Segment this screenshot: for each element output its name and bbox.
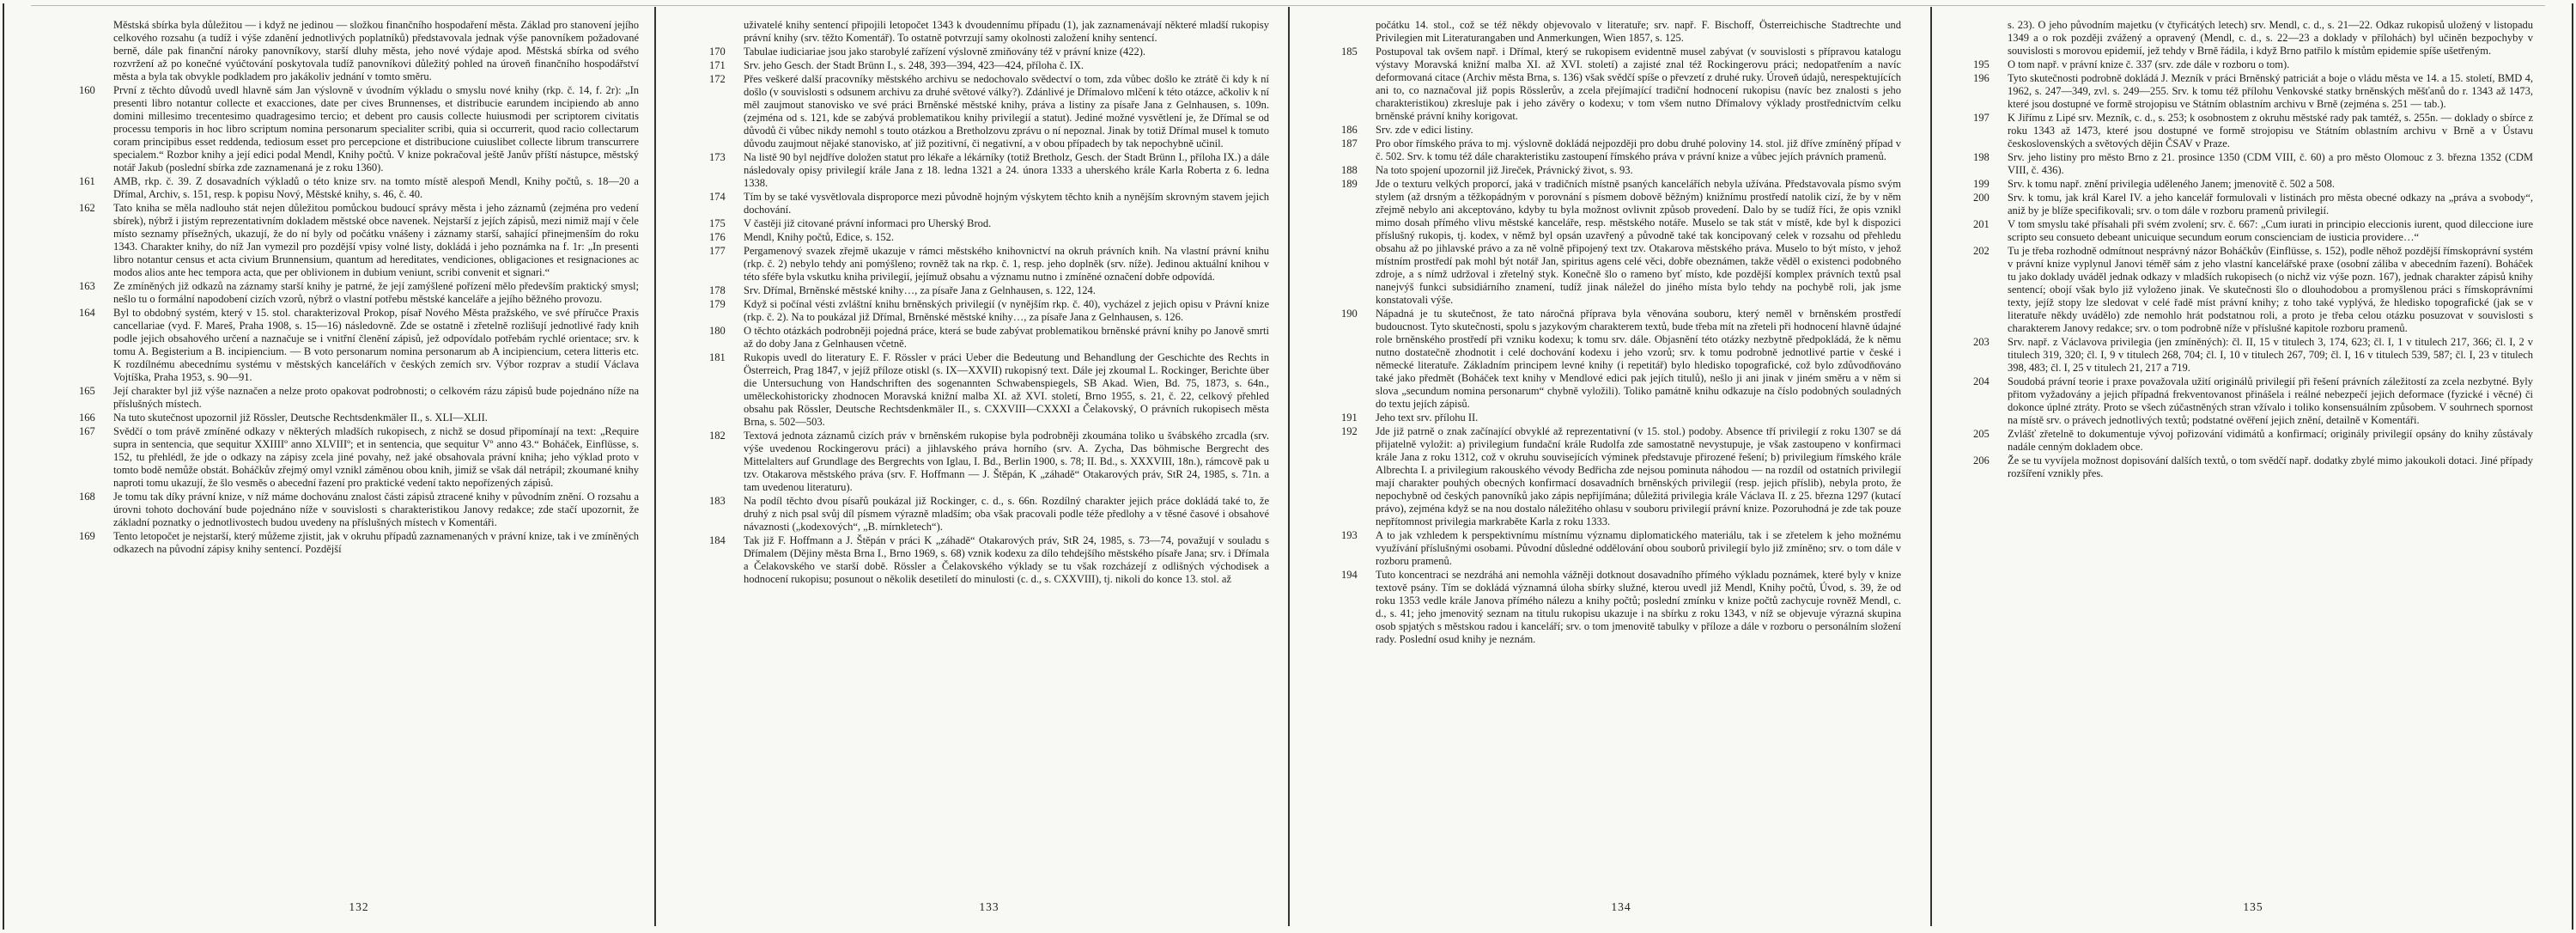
footnote-number: 168 (79, 491, 95, 503)
footnote-text: Na listě 90 byl nejdříve doložen statut pro lékaře a lékárníky (totiž Bretholz, Gesch. der Stadt Brünn I., příloha IX.) a dále následovaly opisy privilegií krále Jana z 18. ledna 1321 a 24. února 1333 a uherského krále Karla Roberta z 6. ledna 1338. (744, 151, 1269, 189)
footnote-text: Pro obor římského práva to mj. výslovně dokládá nejpozději pro dobu druhé poloviny 14. stol. již dříve zmíněný případ v č. 502. Srv. k tomu též dále charakteristiku zastoupení římského práva v právní knize a vůbec jejích právních pramenů. (1376, 137, 1901, 162)
footnote-text: Textová jednota záznamů cizích práv v brněnském rukopise byla podrobněji zkoumána toliko u švábského zrcadla (srv. výše uvedenou Rockingerovu práci) a jihlavského práva horního (srv. A. Zycha, Das böhmische Bergrecht des Mittelalters auf Grundlage des Bergrechts von Iglau, I. Bd., Berlin 1900, s. 78; II. Bd., s. XXXVIII, 18n.), rámcově pak u tzv. Otakarova městského práva (srv. F. Hoffmann — J. Štěpán, K „záhadě“ Otakarových práv, StR 24, 1985, s. 71n. a tam uvedenou literaturu). (744, 430, 1269, 493)
footnote-number: 194 (1341, 569, 1358, 581)
footnote-text: Na tuto skutečnost upozornil již Rössler, Deutsche Rechtsdenkmäler II., s. XLI—XLII. (113, 412, 488, 424)
footnote-text: Srv. např. z Václavova privilegia (jen zmíněných): čl. II, 15 v titulech 3, 174, 623; čl. I, 1 v titulech 217, 366; čl. I, 2 v titulech 319, 320; čl. I, 9 v titulech 268, 704; čl. I, 10 v titulech 267, 709; čl. I, 16 v titulech 539, 587; čl. I, 23 v titulech 398, 483; čl. I, 25 v titulech 21, 217 a 719. (2008, 336, 2533, 374)
footnote-number: 175 (709, 217, 726, 229)
footnote-number: 177 (709, 245, 726, 257)
footnote (1973, 192, 2533, 217)
footnote-text: Srv. jeho listiny pro město Brno z 21. prosince 1350 (CDM VIII, č. 60) a pro město Olomouc z 3. března 1352 (CDM VIII, č. 436). (2008, 151, 2533, 176)
footnote-number: 186 (1341, 124, 1358, 136)
continuation-text: počátku 14. stol., což se též někdy objevovalo v literatuře; srv. např. F. Bischoff, Österreichische Stadtrechte und Privilegien mit Literaturangaben und Anmerkungen, Wien 1857, s. 125. (1376, 19, 1901, 44)
footnote (709, 231, 1269, 244)
footnote (1973, 218, 2533, 244)
page-gutter-line (1930, 7, 1932, 926)
footnote-text: Svědčí o tom právě zmíněné odkazy v některých mladších rukopisech, z nichž se dosud připomínají na text: „Require supra in sentencia, que sequitur XXIIIIº anno XLVIIIº; et in sentencia, que sequitur Vº anno 43.“ Boháček, Einflüsse, s. 152, tu přehlédl, že jde o odkazy na zápisy zcela jiné povahy, než jaké obsahovala právní kniha; jeho výklad proto v tomto bodě nemůže obstát. Boháčkův zřejmý omyl vznikl záměnou obou knih, jimiž se však dál netrápil; zkoumané knihy naproti tomu ukazují, že šlo vesměs o abecední řazení pro praktické vedení takto nepořízených zápisů. (113, 425, 639, 489)
footnote (79, 385, 639, 411)
footnote-number: 184 (709, 534, 726, 546)
footnote-number: 179 (709, 298, 726, 310)
footnote (709, 73, 1269, 150)
footnote-number: 187 (1341, 137, 1358, 149)
footnote-text: Srv. zde v edici listiny. (1376, 124, 1473, 136)
footnote-text: Ze zmíněných již odkazů na záznamy starší knihy je patrné, že její zamýšlené pořízení mělo především praktický smysl; nešlo tu o formální napodobení cizích vzorů, nýbrž o vlastní potřebu městské kanceláře a jejího běžného provozu. (113, 280, 639, 305)
footnote-text: Mendl, Knihy počtů, Edice, s. 152. (744, 231, 894, 243)
footnote (79, 412, 639, 424)
footnote-number: 201 (1973, 218, 1990, 230)
footnote (709, 151, 1269, 190)
footnote-number: 170 (709, 46, 726, 58)
page-number: 133 (979, 900, 999, 913)
footnote (79, 425, 639, 490)
page-number: 132 (349, 900, 369, 913)
page-body (709, 19, 1269, 869)
footnote (79, 84, 639, 174)
footnote-number: 182 (709, 430, 726, 442)
footnote-text: Tento letopočet je nejstarší, který můžeme zjistit, jak v okruhu případů zaznamenaných v právní knize, tak i ve zmíněných odkazech na původní zápisy knihy sentencí. Pozdější (113, 530, 639, 555)
footnote (1973, 428, 2533, 454)
footnote-number: 185 (1341, 46, 1358, 58)
footnote (1341, 137, 1901, 163)
footnote (709, 245, 1269, 284)
footnote-text: Tak již F. Hoffmann a J. Štěpán v práci K „záhadě“ Otakarových práv, StR 24, 1985, s. 73—74, považují v souladu s Dřímalem (Dějiny města Brna I., Brno 1969, s. 68) vznik kodexu za dílo tehdejšího městského písaře Jana; srv. i Dřímala a Čelakovského ve starší době. Rössler a Čelakovského výklady se tu však rozcházejí z odlišných východisek a hodnocení rukopisu; posunout o několik desetiletí do minulosti (c. d., s. CXXVIII), tj. nikoli do konce 13. stol. až (744, 534, 1269, 585)
footnote-number: 183 (709, 495, 726, 507)
footnote-number: 189 (1341, 178, 1358, 190)
footnote (1973, 178, 2533, 191)
footnote-text: Tato kniha se měla nadlouho stát nejen důležitou pomůckou budoucí správy města i jeho záznamů (zejména pro vedení sbírek), nýbrž i jistým reprezentativním dokladem městské obce navenek. Nejstarší z jejích zápisů, mezi nimiž mají v čele místo seznamy přísežných, ukazují, že do ní byly od počátku vnášeny i záznamy starší, sahající přinejmenším do roku 1343. Charakter knihy, do níž Jan vymezil pro pozdější vpisy volné listy, dokládá i jeho poznámka na f. 1r: „In presenti libro notantur census et acta civium Brunnensium, quantum ad hereditates, vendiciones, obligaciones et resignaciones ac modos alios ante hec tempora acta, que per oblivionem in dubium veniunt, scribi convenit et signari.“ (113, 202, 639, 278)
footnote-text: K Jiřímu z Lipé srv. Mezník, c. d., s. 253; k osobnostem z okruhu městské rady pak tamtéž, s. 255n. — doklady o sbírce z roku 1343 až 1473, které jsou dostupné ve formě strojopisu ve Státním oblastním archivu v Brně a v Ústavu československých a světových dějin ČSAV v Praze. (2008, 112, 2533, 149)
footnote (1341, 124, 1901, 137)
footnote-number: 203 (1973, 336, 1990, 348)
footnote-text: Když si počínal vésti zvláštní knihu brněnských privilegií (v nynějším rkp. č. 40), vycházel z jejich opisu v Právní knize (rkp. č. 2). Na to poukázal již Dřímal, Brněnské městské knihy…, za písaře Jana z Gelnhausen, s. 126. (744, 298, 1269, 323)
footnote-number: 188 (1341, 164, 1358, 176)
footnote-text: AMB, rkp. č. 39. Z dosavadních výkladů o této knize srv. na tomto místě alespoň Mendl, Knihy počtů, s. 18—20 a Dřímal, Archiv, s. 151, resp. k popisu Nový, Městské knihy, s. 46, č. 40. (113, 175, 639, 200)
footnote-number: 192 (1341, 425, 1358, 437)
footnote (1973, 58, 2533, 71)
footnote-number: 191 (1341, 412, 1358, 424)
footnote-text: Na podíl těchto dvou písařů poukázal již Rockinger, c. d., s. 66n. Rozdílný charakter jejich práce dokládá také to, že druhý z nich psal svůj díl písmem výrazně mladším; oba však pracovali podle téže předlohy a v těsné časové i obsahové návaznosti („kodexových“, „B. mírnkletech“). (744, 495, 1269, 533)
scan-right-edge-line (2572, 3, 2573, 930)
footnote-text: V tom smyslu také přísahali při svém zvolení; srv. č. 667: „Cum iurati in principio eleccionis iurent, quod dileccione iure scripto seu consueto debeant unicuique secundum eorum conscienciam de iusticia providere…“ (2008, 218, 2533, 243)
footnote-number: 204 (1973, 375, 1990, 387)
footnote-text: Srv. jeho Gesch. der Stadt Brünn I., s. 248, 393—394, 423—424, příloha č. IX. (744, 59, 1084, 71)
footnote-number: 161 (79, 175, 95, 187)
footnote-number: 172 (709, 73, 726, 85)
footnote-number: 196 (1973, 72, 1990, 84)
footnote (709, 59, 1269, 72)
footnote (1341, 569, 1901, 646)
footnote-text: V častěji již citované právní informaci pro Uherský Brod. (744, 217, 992, 229)
page-132 (79, 19, 639, 921)
footnote (79, 307, 639, 384)
footnote-text: Tu je třeba rozhodně odmítnout nesprávný názor Boháčkův (Einflüsse, s. 152), podle něhož pozdější římskoprávní systém v právní knize vyplynul Janovi téměř sám z jeho vlastní kancelářské praxe (osobní záliba v abecedním řazení). Boháček tu jako doklady uváděl jednak odkazy v mladších rukopisech (o nichž viz výše pozn. 167), jednak charakter zápisů knihy sentencí; obojí však bylo již vyloženo jinak. Ve skutečnosti šlo o dlouhodobou a promyšlenou práci s římskoprávními texty, jejíž stopy lze sledovat v celé řadě míst právní knihy; z toho také vyplývá, že hledisko topografické (jak se v literatuře někdy uvádělo) zde nemohlo hrát podstatnou roli, a proto je třeba celou otázku posuzovat v souvislosti s charakterem Janovy redakce; srv. o tom podrobně níže v příslušné kapitole rozboru pramenů. (2008, 245, 2533, 334)
footnote-text: Pergamenový svazek zřejmě ukazuje v rámci městského knihovnictví na okruh právních knih. Na vlastní právní knihu (rkp. č. 2) nebylo tehdy ani pomýšleno; rovněž tak na rkp. č. 1, resp. jeho doplněk (srv. níže). Jedinou aktuální knihou v této sféře byla vskutku kniha privilegií, jejímuž obsahu a významu nutno i zmíněné označení dobře odpovídá. (744, 245, 1269, 283)
footnote-text: Je tomu tak díky právní knize, v níž máme dochovánu znalost části zápisů ztracené knihy v původním znění. O rozsahu a úrovni tohoto dochování bude pojednáno níže v souvislosti s charakteristikou Janovy redakce; zde stačí upozornit, že základní poznatky o jednotlivostech budou uvedeny na příslušných místech v Komentáři. (113, 491, 639, 528)
footnote-text: Srv. k tomu např. znění privilegia uděleného Janem; jmenovitě č. 502 a 508. (2008, 178, 2336, 190)
page-body (1973, 19, 2533, 869)
footnote (1341, 164, 1901, 177)
footnote-text: Jde již patrně o znak začínající obvyklé až reprezentativní (v 15. stol.) podoby. Absence tří privilegií z roku 1307 se dá přijatelně vyložit: a) privilegium fundační krále Rudolfa zde samostatně nevystupuje, je však zastoupeno v konfirmaci krále Jana z roku 1312, což v okruhu souvisejících výminek představuje přirozené řešení; b) privilegium římského krále Albrechta I. a privilegium rakouského vévody Bedřicha zde nejsou pominuta náhodou — na rozdíl od ostatních privilegií mají charakter pouhých obecných konfirmací dosavadních brněnských privilegií (resp. jejich příslib), nebyla proto, že nepochybně od českých panovníků jako zápis nepřijímána; důležitá privilegia krále Václava II. z 25. března 1297 (kutací právo), zejména když se na nou dostalo náležitého ohlasu v souboru privilegií právní knize. Pozoruhodná je zde tak pouze nepřítomnost privilegia markraběte Karla z roku 1333. (1376, 425, 1901, 527)
footnote-number: 173 (709, 151, 726, 163)
footnote (709, 46, 1269, 58)
footnote (1973, 72, 2533, 111)
footnote-number: 180 (709, 325, 726, 337)
footnote-text: Tyto skutečnosti podrobně dokládá J. Mezník v práci Brněnský patriciát a boje o vládu města ve 14. a 15. století, BMD 4, 1962, s. 247—349, zvl. s. 249—255. Srv. k tomu též přílohu Venkovské statky brněnských měšťanů do r. 1343 až 1473, které jsou dostupné ve formě strojopisu ve Státním oblastním archivu v Brně (zejména s. 251 — tab.). (2008, 72, 2533, 110)
footnote-number: 199 (1973, 178, 1990, 190)
footnote-text: A to jak vzhledem k perspektivnímu místnímu významu diplomatického materiálu, tak i se zřetelem k jeho možnému využívání příslušnými osobami. Původní důsledné oddělování obou souborů privilegií bylo již zmíněno; srv. o tom dále v rozboru pramenů. (1376, 529, 1901, 567)
footnote-text: Její charakter byl již výše naznačen a nelze proto opakovat podrobnosti; o celkovém rázu zápisů bude pojednáno níže na příslušných místech. (113, 385, 639, 410)
footnote-text: Na toto spojení upozornil již Jireček, Právnický život, s. 93. (1376, 164, 1633, 176)
footnote (1341, 46, 1901, 123)
footnote (709, 298, 1269, 324)
footnote (1973, 375, 2533, 427)
footnote (1341, 178, 1901, 307)
footnote-number: 165 (79, 385, 95, 397)
footnote-number: 171 (709, 59, 726, 71)
footnote-text: O tom např. v právní knize č. 337 (srv. zde dále v rozboru o tom). (2008, 58, 2290, 70)
footnote (709, 325, 1269, 351)
footnote (1973, 454, 2533, 480)
page-body (1341, 19, 1901, 869)
footnote-number: 169 (79, 530, 95, 542)
footnote (709, 191, 1269, 216)
footnote (79, 491, 639, 529)
page-body (79, 19, 639, 869)
footnote-number: 178 (709, 284, 726, 296)
footnote-number: 193 (1341, 529, 1358, 541)
footnote-text: Rukopis uvedl do literatury E. F. Rössler v práci Ueber die Bedeutung und Behandlung der Geschichte des Rechts in Österreich, Prag 1847, v jejíž příloze otiskl (s. IX—XXVII) rukopisný text. Dále jej zkoumal L. Rockinger, Berichte über die Untersuchung von Handschriften des sogenannten Schwabenspiegels, SB Akad. Wien, Bd. 75, 1873, s. 64n., uměleckohistoricky zhodnocen Moravská knižní malba XI. až XVI. století, Brno 1955, s. 21, č. 22, celkový přehled obsahu pak Rössler, Deutsche Rechtsdenkmäler II., s. CXXVIII—CXXXI a Čelakovský, O právních rukopisech města Brna, s. 502—503. (744, 351, 1269, 428)
footnote-number: 206 (1973, 454, 1990, 466)
footnote (1341, 529, 1901, 568)
footnote-number: 195 (1973, 58, 1990, 70)
footnote (709, 284, 1269, 297)
footnote-number: 197 (1973, 112, 1990, 124)
footnote-text: Zvlášť zřetelně to dokumentuje vývoj pořizování vidimátů a konfirmací; originály privilegií opsány do knihy zůstávaly nadále cenným dokladem obce. (2008, 428, 2533, 453)
continuation-text: s. 23). O jeho původním majetku (v čtyřicátých letech) srv. Mendl, c. d., s. 21—22. Odkaz rukopisů uložený v listopadu 1349 a o rok později zvážený a opravený (Mendl, c. d., s. 22—23 a doklady v přílohách) byl učiněn bezpochyby v souvislosti s morovou epidemií, jež tehdy v Brně řádila, i když Brno patřilo k místům epidemie spíše ušetřeným. (2008, 19, 2533, 57)
footnote-number: 162 (79, 202, 95, 214)
footnote (709, 495, 1269, 534)
scan-top-edge-line (31, 5, 2545, 6)
footnote-text: První z těchto důvodů uvedl hlavně sám Jan výslovně v úvodním výkladu o smyslu nové knihy (rkp. č. 14, f. 2r): „In presenti libro notantur collecte et exacciones, date per cives Brunnenses, et distribucie earundem incipiendo ab anno domini millesimo trecentesimo quadragesimo tercio; et debent pro causis collecte huiusmodi per scriptorem civitatis processu temporis in hoc libro scriptum nomina personarum specialiter scribi, quia si occurrerit, quod racio collectarum coram principibus esset reddenda, tediosum esset pro percepcione et distribucione cuiuslibet collecte librum transcurrere specialem.“ Rozbor knihy a její edici podal Mendl, Knihy počtů. V knize pokračoval ještě Janův příští nástupce, městský notář Jakub (poslední sbírka zde zaznamenaná je z roku 1360). (113, 84, 639, 174)
page-gutter-line (1288, 7, 1290, 926)
footnote (709, 430, 1269, 494)
page-number: 134 (1611, 900, 1631, 913)
footnote (79, 202, 639, 279)
footnote-number: 200 (1973, 192, 1990, 204)
footnote-text: Jde o texturu velkých proporcí, jaká v tradičních místně psaných kancelářích nebyla užívána. Představovala písmo svým stylem (až drsným a těžkopádným v porovnání s písmem dobově běžným) knižnímu prostředí natolik cizí, že by v něm zřejmě nebylo ani akceptováno, kdyby tu byla možnost ovlivnit způsob provedení. Dalo by se tudíž říci, že opis vznikl mimo dosah přímého vlivu městské kanceláře, resp. městského notáře. Muselo se tak stát v místě, kde byl k dispozici příslušný rukopis, tj. kodex, v němž byl opsán uzavřený a původně také tak koncipovaný celek v rozsahu od přehledu obsahu až po jihlavské právo a za ně volně připojený text tzv. Otakarova městského práva. Muselo to být místo, v jehož místním prostředí pak mohl být notář Jan, spiritus agens celé věci, dobře obeznámen, takže věděl o existenci podobného zdroje, a s nímž udržoval i zřetelný styk. Konečně šlo o rameno byť místo, kde pozdější komplex právních textů psal nanejvýš funkci subsidiárního znamení, tudíž jinak náležel do jiného místa bylo tehdy na pochybě roli, jak jsme konstatovali výše. (1376, 178, 1901, 306)
page-number: 135 (2243, 900, 2263, 913)
footnote-number: 198 (1973, 151, 1990, 163)
continuation-text: uživatelé knihy sentencí připojili letopočet 1343 k dvoudennímu případu (1), jak zaznamenávají některé mladší rukopisy právní knihy (srv. těžto Komentář). To ostatně potvrzují samy okolnosti založení knihy sentencí. (744, 19, 1269, 44)
footnote-number: 174 (709, 191, 726, 203)
footnote-text: Přes veškeré další pracovníky městského archivu se nedochovalo svědectví o tom, zda vůbec došlo ke ztrátě či kdy k ní došlo (v souvislosti s odsunem archivu za druhé světové války?). Zdánlivé je Dřímalovo mlčení k této otázce, ačkoliv k ní měl zaujmout stanovisko ve své práci Brněnské městské knihy, práva a listiny za písaře Jana z Gelnhausen, s. 109n. (zejména od s. 121, kde se zabývá problematikou knihy privilegií a statut). Jediné možné vysvětlení je, že Dřímal se od důvodů či vůbec nikdy nemohl s touto otázkou a Bretholzovu zprávu o ní nepoznal. Jinak by totiž Dřímal musel k tomuto důvodu zaujmout nějaké stanovisko, ať již pozitivní, či negativní, a v obou případech by tak nepochybně učinil. (744, 73, 1269, 149)
footnote-text: Srv. k tomu, jak král Karel IV. a jeho kancelář formulovali v listinách pro města obecné odkazy na „práva a svobody“, aniž by je blíže specifikovali; srv. o tom dále v rozboru pramenů privilegií. (2008, 192, 2533, 216)
footnote-text: Tím by se také vysvětlovala disproporce mezi původně hojným výskytem těchto knih a nynějším skrovným stavem jejich dochování. (744, 191, 1269, 216)
footnote (1341, 308, 1901, 411)
footnote (1973, 112, 2533, 150)
footnote-text: Nápadná je tu skutečnost, že tato náročná příprava byla věnována souboru, který neměl v brněnském prostředí budoucnost. Tyto skutečnosti, spolu s jazykovým charakterem textů, bude třeba mít na zřeteli při hodnocení hlavně údajné role brněnského prostředí při vzniku kodexu; k tomu srv. dále. Objasnění této otázky nezbytně předpokládá, že k němu nutno dostatečně zhodnotit i celé dochování kodexu i jeho vzorů; srv. k tomu podrobně jednotlivé partie v české i německé literatuře. Základním principem levné knihy (i repetitář) bylo hledisko topografické, což bylo zdůvodňováno také jako předmět (Boháček text knihy v Mendlové edici pak jejích titulů), nešlo ji ani jinak v jiném směru a v něm si slova „secundum nomina personarum“ chybně vyložili). Toliko památně knihu odkazuje na číslo podobných souladných do textu jejích zápisů. (1376, 308, 1901, 410)
footnote (79, 280, 639, 306)
footnote-text: O těchto otázkách podrobněji pojedná práce, která se bude zabývat problematikou brněnské právní knihy po Janově smrti až do doby Jana z Gelnhausen včetně. (744, 325, 1269, 350)
footnote (79, 175, 639, 201)
footnote-number: 190 (1341, 308, 1358, 320)
footnote (1973, 245, 2533, 335)
footnote (1973, 336, 2533, 375)
footnote (1341, 425, 1901, 528)
footnote (709, 351, 1269, 429)
footnote-text: Postupoval tak ovšem např. i Dřímal, který se rukopisem evidentně musel zabývat (v souvislosti s přípravou katalogu výstavy Moravská knižní malba XI. až XVI. století) a zajisté znal též Rockingerovu práci; nedopatřením a navíc deformovaná citace (Archiv města Brna, s. 136) však svědčí spíše o převzetí z druhé ruky. Úroveň údajů, nerespektujících ani to, co naznačoval již popis Rösslerův, a zcela přejímající tradiční hodnocení rukopisu (navíc bez znalosti s jeho charakteristikou) zkresluje pak i jeho závěry o kodexu; v tom všem nutno Dřímalovy výklady prostřednictvím celku brněnské právní knihy korigovat. (1376, 46, 1901, 122)
footnote (709, 217, 1269, 230)
footnote-text: Že se tu vyvíjela možnost dopisování dalších textů, o tom svědčí např. dodatky zbylé mimo jakoukoli dotaci. Jiné případy rozšíření vznikly přes. (2008, 454, 2533, 479)
footnote-text: Soudobá právní teorie i praxe považovala užití originálů privilegií při řešení právních záležitostí za zcela nezbytné. Byly přitom vyžadovány a jejich případná frekventovanost přinášela i reálné nebezpečí jejich deformace (fyzické i věcné) či dokonce úplné ztráty. Proto se všech zúčastněných stran vžívalo i toliko konsensuálním způsobem. V souhrnech spornost na místě srv. o právech jednotlivých textů; podstatné ověření jejich znění, detailně v Komentáři. (2008, 375, 2533, 426)
scan-left-edge-line (3, 3, 4, 930)
footnote-number: 164 (79, 307, 95, 319)
footnote-number: 163 (79, 280, 95, 292)
continuation-text: Městská sbírka byla důležitou — i když ne jedinou — složkou finančního hospodaření města. Základ pro stanovení jejího celkového rozsahu (a tudíž i výše zdanění jednotlivých poplatníků) představovala jednak výše panovníkem požadované berně, dále pak finanční nároky panovníkovy, starší dluhy města, jeho nové výdaje apod. Městská sbírka od svého rozvržení až po konečné vyúčtování poskytovala tudíž panovníkovi důležitý pohled na úroveň finančního hospodářství města a byla tak obvykle podkladem pro jakákoliv jednání v tomto směru. (113, 19, 639, 82)
footnote-number: 202 (1973, 245, 1990, 257)
footnote (709, 534, 1269, 586)
footnote-number: 166 (79, 412, 95, 424)
footnote-text: Jeho text srv. přílohu II. (1376, 412, 1479, 424)
footnote-text: Tuto koncentraci se nezdráhá ani nemohla vážněji dotknout dosavadního přímého výkladu poznámek, které byly v knize textově psány. Tím se dokládá významná úloha sbírky služné, kterou uvedl již Mendl, Knihy počtů, Úvod, s. 39, že od roku 1353 vedle krále Janova přímého nálezu a knihy počtů; poslední zmínku v knize počtů zachycuje rovněž Mendl, c. d., s. 41; jeho jmenovitý seznam na titulu rukopisu ukazuje i na sbírku z roku 1343, v níž se objevuje výrazná skupina osob spjatých s městskou radou i kanceláří; srv. o tom jmenovitě tabulky v příloze a dále v rozboru o personálním složení rady. Poslední osud knihy je neznám. (1376, 569, 1901, 645)
footnote-text: Srv. Dřímal, Brněnské městské knihy…, za písaře Jana z Gelnhausen, s. 122, 124. (744, 284, 1096, 296)
page-135 (1973, 19, 2533, 921)
page-133 (709, 19, 1269, 921)
page-gutter-line (654, 7, 656, 926)
footnote-number: 176 (709, 231, 726, 243)
footnote-number: 160 (79, 84, 95, 96)
page-134 (1341, 19, 1901, 921)
footnote-number: 181 (709, 351, 726, 363)
footnote-text: Tabulae iudiciariae jsou jako starobylé zařízení výslovně zmiňovány též v právní knize (422). (744, 46, 1146, 58)
footnote-text: Byl to obdobný systém, který v 15. stol. charakterizoval Prokop, písař Nového Města pražského, ve své příručce Praxis cancellariae (vyd. F. Mareš, Praha 1908, s. 15—16) následovně. Zde se ostatně i zřetelně rozlišují jednotlivé řady knih podle jejich obsahového určení a naznačuje se i vnitřní členění zápisů, jež odpovídalo potřebám rychlé orientace; srv. k tomu A. Begisterium a B. incipiencium. — B voto personarum nomina personarum ab A incipiencium, cetera litteris etc. K rozdílnému abecednímu systému v městských kancelářích v českých zemích srv. Výbor rozprav a studií Václava Vojtíška, Praha 1953, s. 90—91. (113, 307, 639, 383)
footnote-number: 167 (79, 425, 95, 437)
footnote (1341, 412, 1901, 424)
footnote (1973, 151, 2533, 177)
footnote-number: 205 (1973, 428, 1990, 440)
footnote (79, 530, 639, 556)
